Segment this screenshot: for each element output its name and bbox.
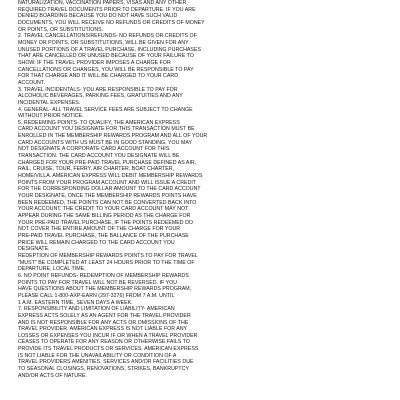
doc-line: UNUSED PORTIONS OF A TRAVEL PURCHASE, INCLUDING PURCHASES bbox=[18, 46, 201, 53]
doc-line: DOCUMENTS, YOU WILL RECEIVE NO REFUNDS OR CREDITS OF MONEY bbox=[18, 19, 205, 26]
doc-line: "MUST" BE COMPLETED AT LEAST 24 HOURS PRIOR TO THE TIME OF bbox=[18, 259, 195, 266]
doc-line: PROVIDE ITS TRAVEL PRODUCTS OR SERVICES. AMERICAN EXPRESS bbox=[18, 346, 199, 353]
doc-line: BEEN REDEEMED, THE POINTS CAN NOT BE CONVERTED BACK INTO bbox=[18, 199, 197, 206]
doc-line: ENROLLED IN THE MEMBERSHIP REWARDS PROGRAM AND ALL OF YOUR bbox=[18, 133, 208, 140]
doc-line: CANCELLATIONS OR CHANGES, YOU WILL BE RESPONSIBLE TO PAY bbox=[18, 66, 194, 73]
doc-line: 6. NO POINT REFUNDS- REDEMPTION OF MEMBERSHIP REWARDS bbox=[18, 272, 189, 279]
doc-line: WITHOUT PRIOR NOTICE. bbox=[18, 113, 84, 120]
doc-line: DEPARTURE, LOCAL TIME. bbox=[18, 266, 86, 273]
doc-line: ACCOUNT. bbox=[18, 79, 45, 86]
doc-line: OR POINTS, OR SUBSTITUTIONS. bbox=[18, 26, 104, 33]
doc-line: MONEY OR POINTS, OR SUBSTITUTIONS, WILL BE GIVEN FOR ANY bbox=[18, 39, 189, 46]
doc-line: YOUR DESIGNATE, ONCE THE MEMBERSHIP REWARDS POINTS HAVE bbox=[18, 193, 197, 200]
doc-line: CARD ACCOUNTS WITH US MUST BE IN GOOD STANDING. YOU MAY bbox=[18, 139, 192, 146]
doc-line: INCIDENTAL EXPENSES. bbox=[18, 99, 81, 106]
doc-line: TRAVEL PROVIDERS AMENITIES, SERVICES AND/OR FACILITIES DUE bbox=[18, 359, 194, 366]
doc-line: 5. REDEEMING POINTS- TO QUALIFY, THE AMERICAN EXPRESS bbox=[18, 119, 180, 126]
doc-line: RAIL, CRUISE, TOUR, FERRY, AIR CHARTER, BOAT CHARTER, bbox=[18, 166, 175, 173]
doc-line: HOME/VILLA. AMERICAN EXPRESS WILL DEBIT MEMBERSHIP REWARDS bbox=[18, 173, 203, 180]
doc-line: HAVE QUESTIONS ABOUT THE MEMBERSHIP REWARDS PROGRAM, bbox=[18, 286, 192, 293]
doc-line: 1 A.M. EASTERN TIME, SEVEN DAYS A WEEK. bbox=[18, 299, 133, 306]
doc-line: POINTS FROM YOUR PROGRAM ACCOUNT AND WILL ISSUE A CREDIT bbox=[18, 179, 197, 186]
doc-line: 4. GENERAL- ALL TRAVEL SERVICE FEES ARE SUBJECT TO CHANGE bbox=[18, 106, 193, 113]
doc-line: TO SEASONAL CLOSINGS, RENOVATIONS, STRIKES, BANKRUPTCY bbox=[18, 366, 189, 373]
doc-line: TRAVEL PROVIDER. AMERICAN EXPRESS IS NOT LIABLE FOR ANY bbox=[18, 326, 188, 333]
doc-line: TRANSACTION. THE CARD ACCOUNT YOU DESIGNATE WILL BE bbox=[18, 153, 180, 160]
doc-line: YOUR PRE-PAID TRAVEL PURCHASE, IF THE POINTS REDEEMED DO bbox=[18, 219, 193, 226]
doc-line: PRE-PAID TRAVEL PURCHASE, THE BALLANCE OF THE PURCHASE bbox=[18, 232, 189, 239]
doc-line: SHOW. IF THE TRAVEL PROVIDER IMPOSES A CHARGE FOR bbox=[18, 59, 171, 66]
doc-line: PLEASE CALL 1-800-AXP-EARN (297-3276) FROM 7 A.M. UNTIL bbox=[18, 292, 175, 299]
doc-line: IS NOT LIABLE FOR THE UNAVAILABILITY OR CONDITION OF A bbox=[18, 352, 177, 359]
doc-line: AND IS NOT RESPONSIBLE FOR ANY ACTS OR OMISSIONS OF THE bbox=[18, 319, 189, 326]
doc-line: REQUIRED TRAVEL DOCUMENTS PRIOR TO DEPARTURE. IF YOU ARE bbox=[18, 6, 196, 13]
doc-line: CEASES TO OPERATE FOR ANY REASON OR OTHERWISE FAILS TO bbox=[18, 339, 190, 346]
doc-line: THAT ARE CANCELLED OR UNUSED BECAUSE OF YOUR FAILURE TO bbox=[18, 53, 194, 60]
doc-line: LOSSES OR EXPENSES YOU INCUR IF OR WHEN A TRAVEL PROVIDER bbox=[18, 332, 198, 339]
doc-line: NOT COVER THE ENTIRE AMOUNT OF THE CHARGE FOR YOUR bbox=[18, 226, 181, 233]
doc-line: 2. TRAVEL CANCELLATIONS/REFUNDS- NO REFUNDS OR CREDITS OF bbox=[18, 33, 197, 40]
doc-line: POINTS TO PAY FOR TRAVEL WILL NOT BE REVERSED. IF YOU bbox=[18, 279, 178, 286]
doc-line: 7. RESPONSIBILITY AND LIMITATION OF LIABILITY- AMERICAN bbox=[18, 306, 175, 313]
terms-document bbox=[18, 0, 208, 379]
doc-line: EXPRESS ACTS SOLELY AS AN AGENT FOR THE TRAVEL PROVIDER bbox=[18, 312, 191, 319]
doc-line: APPEAR DURING THE SAME BILLING PERIOD AS THE CHARGE FOR bbox=[18, 213, 191, 219]
doc-line: DESIGNATE. bbox=[18, 246, 50, 253]
doc-line: DENIED BOARDING BECAUSE YOU DO NOT HAVE SUCH VALID bbox=[18, 13, 178, 20]
doc-line: YOUR ACCOUNT. THE CREDIT TO YOUR CARD ACCOUNT MAY NOT bbox=[18, 206, 189, 213]
doc-line: FOR THAT CHARGE AND IT WILL BE CHARGED TO YOUR CARD bbox=[18, 73, 179, 80]
doc-line: AND/OR ACTS OF NATURE. bbox=[18, 372, 87, 379]
doc-line: CHARGED FOR YOUR PRE-PAID TRAVEL PURCHASE DEFINED AS AIR, bbox=[18, 159, 197, 166]
doc-line: PRICE WILL REMAIN CHARGED TO THE CARD ACCOUNT YOU bbox=[18, 239, 175, 246]
doc-line: CARD ACCOUNT YOU DESIGNATE FOR THIS TRANSACTION MUST BE bbox=[18, 126, 195, 133]
doc-line: NATURALIZATION, VACCINATION PAPERS, VISAS AND ANY OTHER bbox=[18, 0, 187, 6]
doc-line: ALCOHOLIC BEVERAGES, PARKING FEES, GRATUITIES AND ANY bbox=[18, 93, 183, 100]
doc-line: REDEPTION OF MEMBERSHIP REWARDS POINTS TO PAY FOR TRAVEL bbox=[18, 252, 198, 259]
doc-line: NOT DESIGNATE A CORPORATE CARD ACCOUNT FOR THIS bbox=[18, 146, 170, 153]
doc-line: FOR THE CORRESPONDING DOLLAR AMOUNT TO THE CARD ACCOUNT bbox=[18, 186, 201, 193]
doc-line: 3. TRAVEL INCIDENTALS- YOU ARE RESPONSIBLE TO PAY FOR bbox=[18, 86, 178, 93]
